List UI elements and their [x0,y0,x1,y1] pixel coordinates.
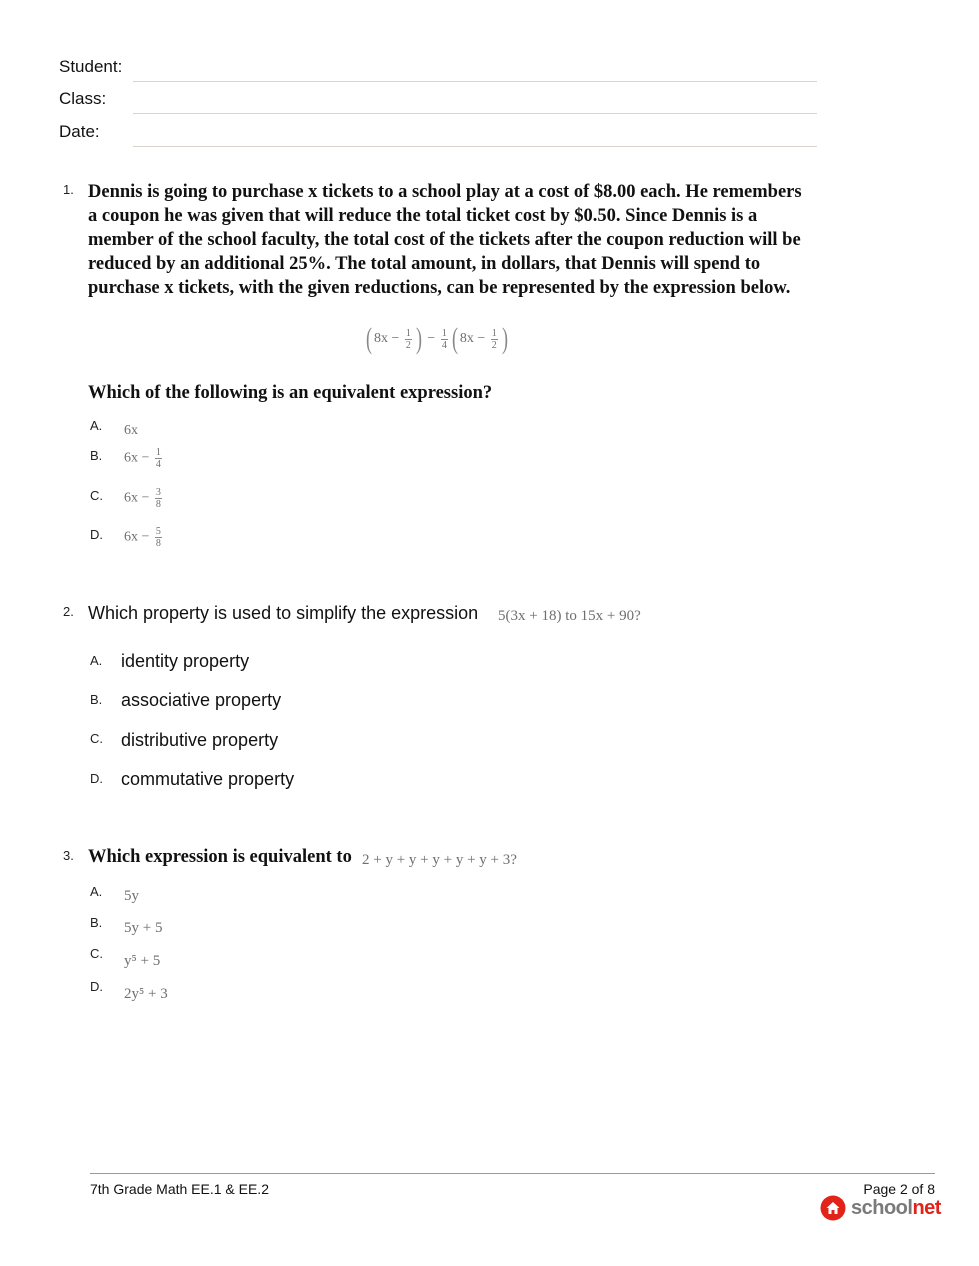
logo-text-school: school [851,1196,913,1219]
question-2-stem: Which property is used to simplify the expression [88,603,479,623]
option-letter: D. [90,771,103,786]
option-letter: D. [90,979,103,994]
logo-text-net: net [912,1196,941,1219]
paren-close: ) [501,322,508,355]
schoolnet-logo [820,1195,941,1221]
option-letter: A. [90,653,103,668]
footer-title: 7th Grade Math EE.1 & EE.2 [90,1181,269,1197]
fraction: $\frac{1}{4}$ [155,447,161,470]
student-line[interactable] [133,81,817,82]
option-letter: D. [90,527,103,542]
question-1-stem-line: reduced by an additional 25%. The total amount, in dollars, that Dennis will spend to [88,254,761,274]
question-1-stem-line: Dennis is going to purchase x tickets to a school play at a cost of $8.00 each. He remembers [88,182,802,202]
fraction: $\frac{5}{8}$ [155,526,161,549]
q1-option-d[interactable]: 6x − $\frac{5}{8}$ [124,526,161,549]
schoolnet-logo-icon [820,1195,846,1221]
question-1-expression [364,322,510,356]
q2-option-a[interactable]: identity property [121,651,250,671]
q3-option-b[interactable]: 5y + 5 [124,920,163,936]
expr-term: 8x [459,331,474,347]
date-label: Date: [59,122,100,141]
question-3-expression: 2 + y + y + y + y + y + 3? [362,852,517,868]
footer-divider [90,1173,935,1174]
q1-option-b[interactable]: 6x − $\frac{1}{4}$ [124,447,161,470]
fraction-half: $\frac{1}{2}$ [405,327,411,351]
question-1-stem [88,180,848,300]
q2-option-d[interactable]: commutative property [121,769,295,789]
q2-option-b[interactable]: associative property [121,690,282,710]
option-letter: B. [90,448,103,463]
question-1-stem-line: purchase x tickets, with the given reductions, can be represented by the expression below. [88,278,791,298]
q3-option-d[interactable]: 2y⁵ + 3 [124,986,168,1002]
student-label: Student: [59,57,123,76]
q3-option-c[interactable]: y⁵ + 5 [124,953,161,969]
fraction-half: $\frac{1}{2}$ [491,327,497,351]
q2-option-c[interactable]: distributive property [121,730,279,750]
option-letter: C. [90,731,103,746]
question-2-expression: 5(3x + 18) to 15x + 90? [498,608,641,624]
question-1-number: 1. [63,182,74,197]
option-letter: B. [90,692,103,707]
expr-term: 8x [374,331,388,347]
q3-option-a[interactable]: 5y [124,888,139,904]
paren-close: ) [415,322,422,355]
paren-open: ( [366,322,372,355]
question-1-stem-line: member of the school faculty, the total cost of the tickets after the coupon reduction will be [88,230,801,250]
q1-option-a[interactable]: 6x [124,423,138,438]
date-line[interactable] [133,146,817,147]
class-line[interactable] [133,113,817,114]
question-2-number: 2. [63,604,74,619]
expr-minus: − [391,331,400,347]
option-letter: A. [90,418,103,433]
question-1-prompt: Which of the following is an equivalent expression? [88,383,493,403]
page-number: Page 2 of 8 [863,1181,935,1197]
expr-minus: − [477,331,486,347]
expr-minus: − [427,331,436,347]
q1-option-c[interactable]: 6x − $\frac{3}{8}$ [124,487,161,510]
option-letter: B. [90,915,103,930]
class-label: Class: [59,89,107,108]
question-1-stem-line: a coupon he was given that will reduce the total ticket cost by $0.50. Since Dennis is a [88,206,758,226]
fraction-quarter: $\frac{1}{4}$ [441,327,447,351]
option-letter: C. [90,946,103,961]
option-letter: C. [90,488,103,503]
question-3-number: 3. [63,848,74,863]
paren-open: ( [451,322,458,355]
option-letter: A. [90,884,103,899]
question-3-stem: Which expression is equivalent to [88,847,352,867]
fraction: $\frac{3}{8}$ [155,487,161,510]
